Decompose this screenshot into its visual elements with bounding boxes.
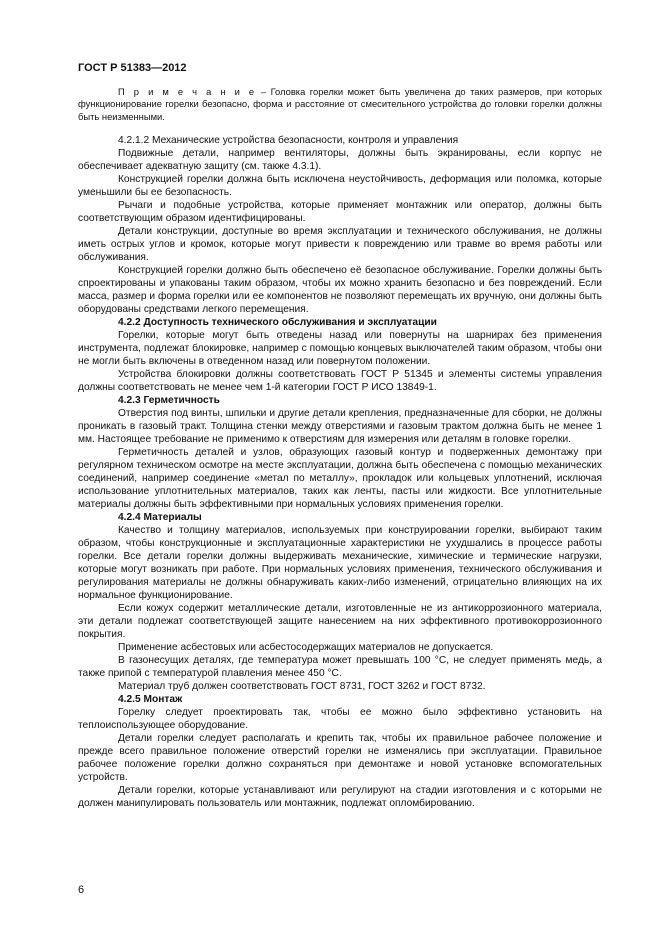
- paragraph: Отверстия под винты, шпильки и другие детали крепления, предназначенные для сборки, не должны проникать в газовый тракт. Толщина стенки между отверстиями и газовым трактом должна быть не менее 1 мм. Настоящее требование не применимо к отверстиям для измерения или деталям в головке горелки.: [78, 408, 602, 446]
- paragraph: Герметичность деталей и узлов, образующих газовый контур и подверженных демонтажу при регулярном техническом осмотре на месте эксплуатации, должна быть обеспечена с помощью механических соединений, например соединение «метал по металлу», прокладок или кольцевых уплотнений, исключая использование уплотнительных материалов, таких как ленты, пасты или жидкости. Все уплотнительные материалы должны быть эффективными при нормальных условиях применения горелки.: [78, 447, 602, 511]
- paragraph: Устройства блокировки должны соответствовать ГОСТ Р 51345 и элементы системы управления должны соответствовать не менее чем 1-й категории ГОСТ Р ИСО 13849-1.: [78, 369, 602, 394]
- section-4-2-3-title: 4.2.3 Герметичность: [118, 395, 220, 407]
- section-4-2-4-title: 4.2.4 Материалы: [118, 512, 202, 524]
- section-4-2-5-title: 4.2.5 Монтаж: [118, 694, 183, 706]
- paragraph: В газонесущих деталях, где температура может превышать 100 °С, не следует применять медь, а также припой с температурой плавления менее 450 °С.: [78, 655, 602, 680]
- section-4-2-1-2-title: 4.2.1.2 Механические устройства безопасности, контроля и управления: [118, 135, 459, 147]
- note-paragraph: [78, 86, 602, 123]
- paragraph: Детали конструкции, доступные во время эксплуатации и технического обслуживания, не должны иметь острых углов и кромок, которые могут привести к повреждению или травме во время работы или обслуживания.: [78, 226, 602, 264]
- paragraph: Подвижные детали, например вентиляторы, должны быть экранированы, если корпус не обеспечивает адекватную защиту (см. также 4.3.1).: [78, 148, 602, 173]
- paragraph: Если кожух содержит металлические детали, изготовленные не из антикоррозионного материала, эти детали подлежат соответствующей защите нанесением на них эффективного противокоррозионного покрытия.: [78, 603, 602, 641]
- paragraph: Горелки, которые могут быть отведены назад или повернуты на шарнирах без применения инструмента, подлежат блокировке, например с помощью концевых выключателей таким образом, чтобы они не могли быть включены в отведенном назад или повернутом положении.: [78, 330, 602, 368]
- paragraph: Конструкцией горелки должна быть исключена неустойчивость, деформация или поломка, которые уменьшили бы ее безопасность.: [78, 174, 602, 199]
- note-label: П р и м е ч а н и е: [118, 86, 257, 97]
- section-4-2-2-title: 4.2.2 Доступность технического обслуживания и эксплуатации: [118, 317, 437, 329]
- paragraph: Детали горелки, которые устанавливают или регулируют на стадии изготовления и с которыми не должен манипулировать пользователь или монтажник, подлежат опломбированию.: [78, 785, 602, 810]
- paragraph: Конструкцией горелки должно быть обеспечено её безопасное обслуживание. Горелки должны быть спроектированы и упакованы таким образом, чтобы их можно хранить безопасно и без повреждений. Если масса, размер и форма горелки или ее компонентов не позволяют перемещать их вручную, они должны быть оборудованы средствами легкого перемещения.: [78, 265, 602, 316]
- document-body: [78, 86, 602, 810]
- note-text: – Головка горелки может быть увеличена до таких размеров, при которых функционирование горелки безопасно, форма и расстояние от смесительного устройства до головки горелки должны быть неизменными.: [78, 86, 602, 122]
- document-header: ГОСТ Р 51383—2012: [78, 62, 187, 74]
- paragraph: Детали горелки следует располагать и крепить так, чтобы их правильное рабочее положение и прежде всего правильное положение отверстий горелки не изменялись при эксплуатации. Правильное рабочее положение горелки должно сохраняться при демонтаже и новой установке вспомогательных устройств.: [78, 733, 602, 784]
- paragraph: Рычаги и подобные устройства, которые применяет монтажник или оператор, должны быть соответствующим образом идентифицированы.: [78, 200, 602, 225]
- paragraph: Качество и толщину материалов, используемых при конструировании горелки, выбирают таким образом, чтобы конструкционные и эксплуатационные характеристики не ухудшались в процессе работы горелки. Все детали горелки должны выдерживать механические, химические и термические нагрузки, которые могут возникать при работе. При нормальных условиях применения, технического обслуживания и регулирования материалы не должны обнаруживать каких-либо изменений, отрицательно влияющих на их нормальное функционирование.: [78, 525, 602, 602]
- paragraph: Горелку следует проектировать так, чтобы ее можно было эффективно установить на теплоиспользующее оборудование.: [78, 707, 602, 732]
- paragraph: Применение асбестовых или асбестосодержащих материалов не допускается.: [118, 642, 494, 654]
- page-number: 6: [78, 884, 85, 896]
- paragraph: Материал труб должен соответствовать ГОСТ 8731, ГОСТ 3262 и ГОСТ 8732.: [118, 681, 486, 693]
